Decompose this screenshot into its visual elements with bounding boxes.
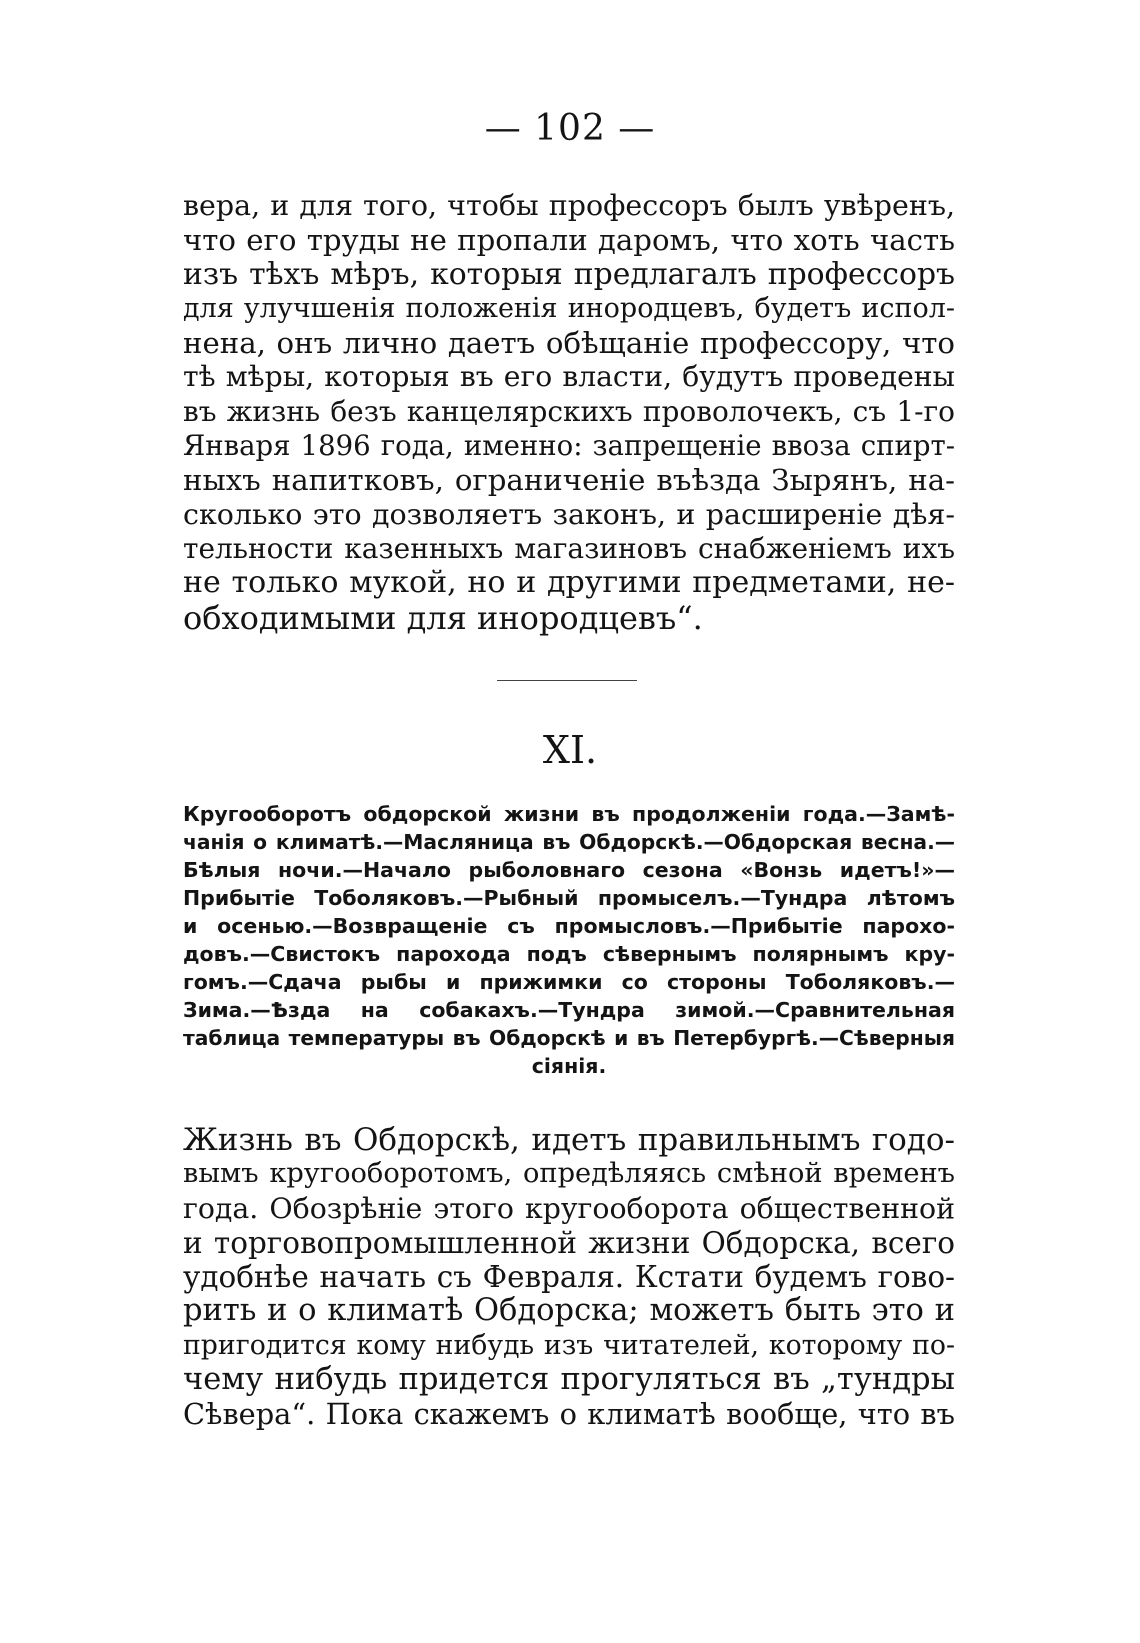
text-line: Января 1896 года, именно: запрещеніе ввоза спирт- (183, 430, 955, 463)
text-line: въ жизнь безъ канцелярскихъ проволочекъ, съ 1-го (183, 394, 955, 428)
summary-line: чанія о климатѣ.—Масляница въ Обдорскѣ.—Обдорская весна.— (183, 830, 955, 854)
text-line: удобнѣе начать съ Февраля. Кстати будемъ гово- (183, 1260, 955, 1295)
page-number: — 102 — (484, 108, 656, 149)
chapter-summary (183, 800, 955, 1080)
text-line: тѣ мѣры, которыя въ его власти, будутъ проведены (183, 360, 955, 394)
text-line: рить и о климатѣ Обдорска; можетъ быть это и (183, 1293, 955, 1329)
text-line: нена, онъ лично даетъ обѣщаніе профессору, что (183, 326, 955, 361)
summary-line: довъ.—Свистокъ парохода подъ сѣвернымъ полярнымъ кру- (183, 942, 955, 966)
text-line: вера, и для того, чтобы профессоръ былъ увѣренъ, (183, 189, 955, 222)
text-line: сколько это дозволяетъ законъ, и расширеніе дѣя- (183, 497, 955, 531)
summary-line: гомъ.—Сдача рыбы и прижимки со стороны Тоболяковъ.— (183, 970, 955, 994)
chapter-numeral: XI. (542, 728, 598, 772)
text-line: вымъ кругооборотомъ, опредѣляясь смѣной временъ (183, 1158, 955, 1190)
text-line: года. Обозрѣніе этого кругооборота общественной (183, 1191, 955, 1225)
text-line: Сѣвера“. Пока скажемъ о климатѣ вообще, что въ (183, 1397, 955, 1432)
summary-line: Бѣлыя ночи.—Начало рыболовнаго сезона «Вонзь идетъ!»— (183, 858, 955, 882)
summary-line: Прибытіе Тоболяковъ.—Рыбный промыселъ.—Тундра лѣтомъ (183, 886, 955, 910)
text-line: не только мукой, но и другими предметами, не- (183, 565, 955, 601)
text-line: и торговопромышленной жизни Обдорска, всего (183, 1225, 955, 1260)
text-line: ныхъ напитковъ, ограниченіе въѣзда Зырянъ, на- (183, 463, 955, 498)
summary-line: Кругооборотъ обдорской жизни въ продолженіи года.—Замѣ- (183, 802, 955, 826)
paragraph-bottom (183, 1123, 955, 1432)
text-line: Жизнь въ Обдорскѣ, идетъ правильнымъ годо- (183, 1122, 955, 1158)
text-line: что его труды не пропали даромъ, что хоть часть (183, 223, 955, 258)
text-line: чему нибудь придется прогуляться въ „тундры (183, 1362, 955, 1398)
text-line: обходимыми для инородцевъ“. (183, 598, 703, 637)
text-line: для улучшенія положенія инородцевъ, будетъ испол- (183, 292, 955, 324)
summary-line: и осенью.—Возвращеніе съ промысловъ.—Прибытіе парохо- (183, 914, 955, 938)
section-divider (497, 680, 637, 681)
summary-line: таблица температуры въ Обдорскѣ и въ Петербургѣ.—Сѣверныя (183, 1026, 955, 1050)
summary-line-last: сіянія. (531, 1054, 607, 1078)
text-line: изъ тѣхъ мѣръ, которыя предлагалъ профессоръ (183, 256, 955, 292)
summary-line: Зима.—Ѣзда на собакахъ.—Тундра зимой.—Сравнительная (183, 998, 955, 1022)
paragraph-top (183, 189, 955, 635)
text-line: пригодится кому нибудь изъ читателей, которому по- (183, 1329, 955, 1361)
text-line: тельности казенныхъ магазиновъ снабженіемъ ихъ (183, 531, 955, 565)
